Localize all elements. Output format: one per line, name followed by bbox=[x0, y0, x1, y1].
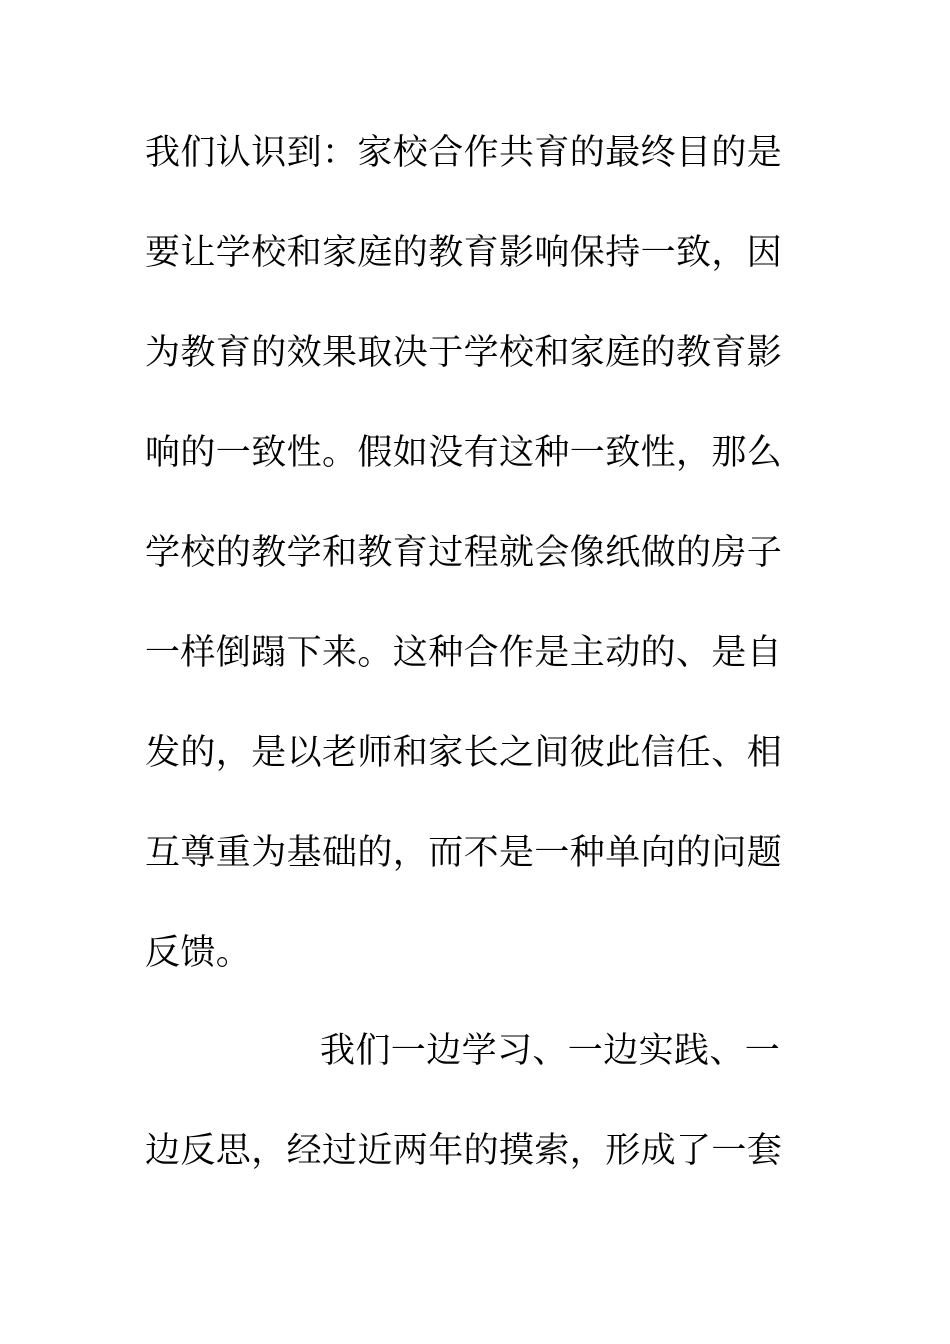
text-line: 为教育的效果取决于学校和家庭的教育影 bbox=[145, 333, 783, 373]
text-line: 边反思，经过近两年的摸索，形成了一套 bbox=[145, 1131, 783, 1171]
text-line: 互尊重为基础的，而不是一种单向的问题 bbox=[145, 833, 783, 873]
text-line: 要让学校和家庭的教育影响保持一致，因 bbox=[145, 233, 783, 273]
text-line: 学校的教学和教育过程就会像纸做的房子 bbox=[145, 533, 783, 573]
text-line: 我们认识到：家校合作共育的最终目的是 bbox=[145, 133, 783, 173]
text-line: 发的，是以老师和家长之间彼此信任、相 bbox=[145, 733, 783, 773]
text-line: 响的一致性。假如没有这种一致性，那么 bbox=[145, 433, 783, 473]
text-line-indented: 我们一边学习、一边实践、一 bbox=[320, 1031, 781, 1071]
text-line: 一样倒蹋下来。这种合作是主动的、是自 bbox=[145, 633, 783, 673]
text-line: 反馈。 bbox=[145, 933, 252, 973]
